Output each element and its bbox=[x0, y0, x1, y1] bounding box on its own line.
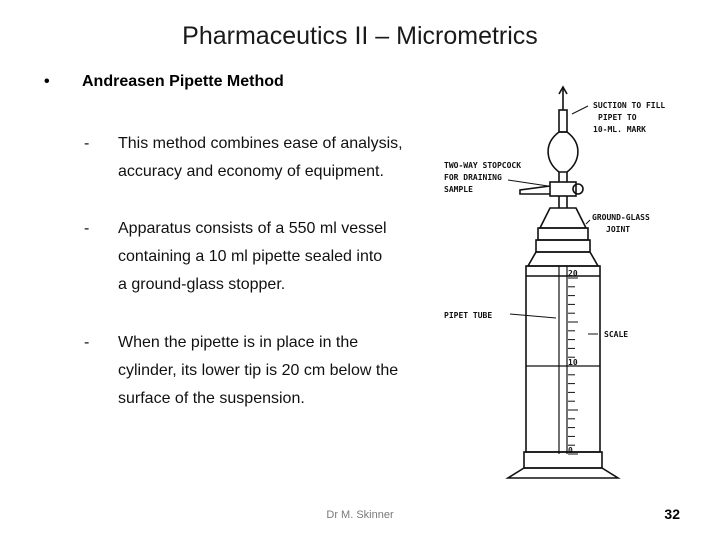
label-stopcock-3: SAMPLE bbox=[444, 185, 473, 194]
label-stopcock-2: FOR DRAINING bbox=[444, 173, 502, 182]
stopcock-handle bbox=[573, 184, 583, 194]
stopper-top bbox=[540, 208, 586, 228]
drain-spout bbox=[520, 186, 550, 194]
stopper-band-2 bbox=[536, 240, 590, 252]
label-suction-3: 10-ML. MARK bbox=[593, 125, 646, 134]
item-line: Apparatus consists of a 550 ml vessel bbox=[118, 220, 387, 237]
label-joint-1: GROUND-GLASS bbox=[592, 213, 650, 222]
item-line: cylinder, its lower tip is 20 cm below the bbox=[118, 362, 399, 379]
pipette-bulb bbox=[548, 132, 578, 172]
label-suction-2: PIPET TO bbox=[598, 113, 637, 122]
label-scale: SCALE bbox=[604, 330, 629, 339]
scale-mark-bottom: 0 bbox=[568, 446, 573, 455]
dash-marker: - bbox=[84, 220, 90, 237]
label-joint-2: JOINT bbox=[606, 225, 631, 234]
item-line: This method combines ease of analysis, bbox=[118, 135, 403, 152]
item-line: accuracy and economy of equipment. bbox=[118, 163, 384, 180]
item-line: surface of the suspension. bbox=[118, 390, 305, 407]
andreasen-apparatus-diagram bbox=[438, 82, 708, 492]
section-heading: Andreasen Pipette Method bbox=[82, 73, 284, 90]
dash-marker: - bbox=[84, 334, 90, 351]
pipette-top-tube bbox=[559, 110, 567, 132]
item-line: a ground-glass stopper. bbox=[118, 276, 286, 293]
cylinder-body bbox=[526, 266, 600, 452]
dash-marker: - bbox=[84, 135, 90, 152]
scale-mark-middle: 10 bbox=[568, 358, 578, 367]
stopcock-body bbox=[550, 182, 576, 196]
label-pipet-tube: PIPET TUBE bbox=[444, 311, 493, 320]
footer-author: Dr M. Skinner bbox=[326, 509, 394, 521]
label-stopcock-1: TWO-WAY STOPCOCK bbox=[444, 161, 522, 170]
page-number: 32 bbox=[664, 506, 680, 522]
item-line: containing a 10 ml pipette sealed into bbox=[118, 248, 383, 265]
cylinder-shoulder bbox=[528, 252, 598, 266]
cylinder-foot bbox=[508, 468, 618, 478]
item-line: When the pipette is in place in the bbox=[118, 334, 359, 351]
bullet-marker: • bbox=[44, 73, 50, 90]
stopper-band-1 bbox=[538, 228, 588, 240]
cylinder-base-collar bbox=[524, 452, 602, 468]
label-suction-1: SUCTION TO FILL bbox=[593, 101, 666, 110]
scale-mark-top: 20 bbox=[568, 269, 578, 278]
slide-title: Pharmaceutics II – Micrometrics bbox=[182, 22, 538, 50]
